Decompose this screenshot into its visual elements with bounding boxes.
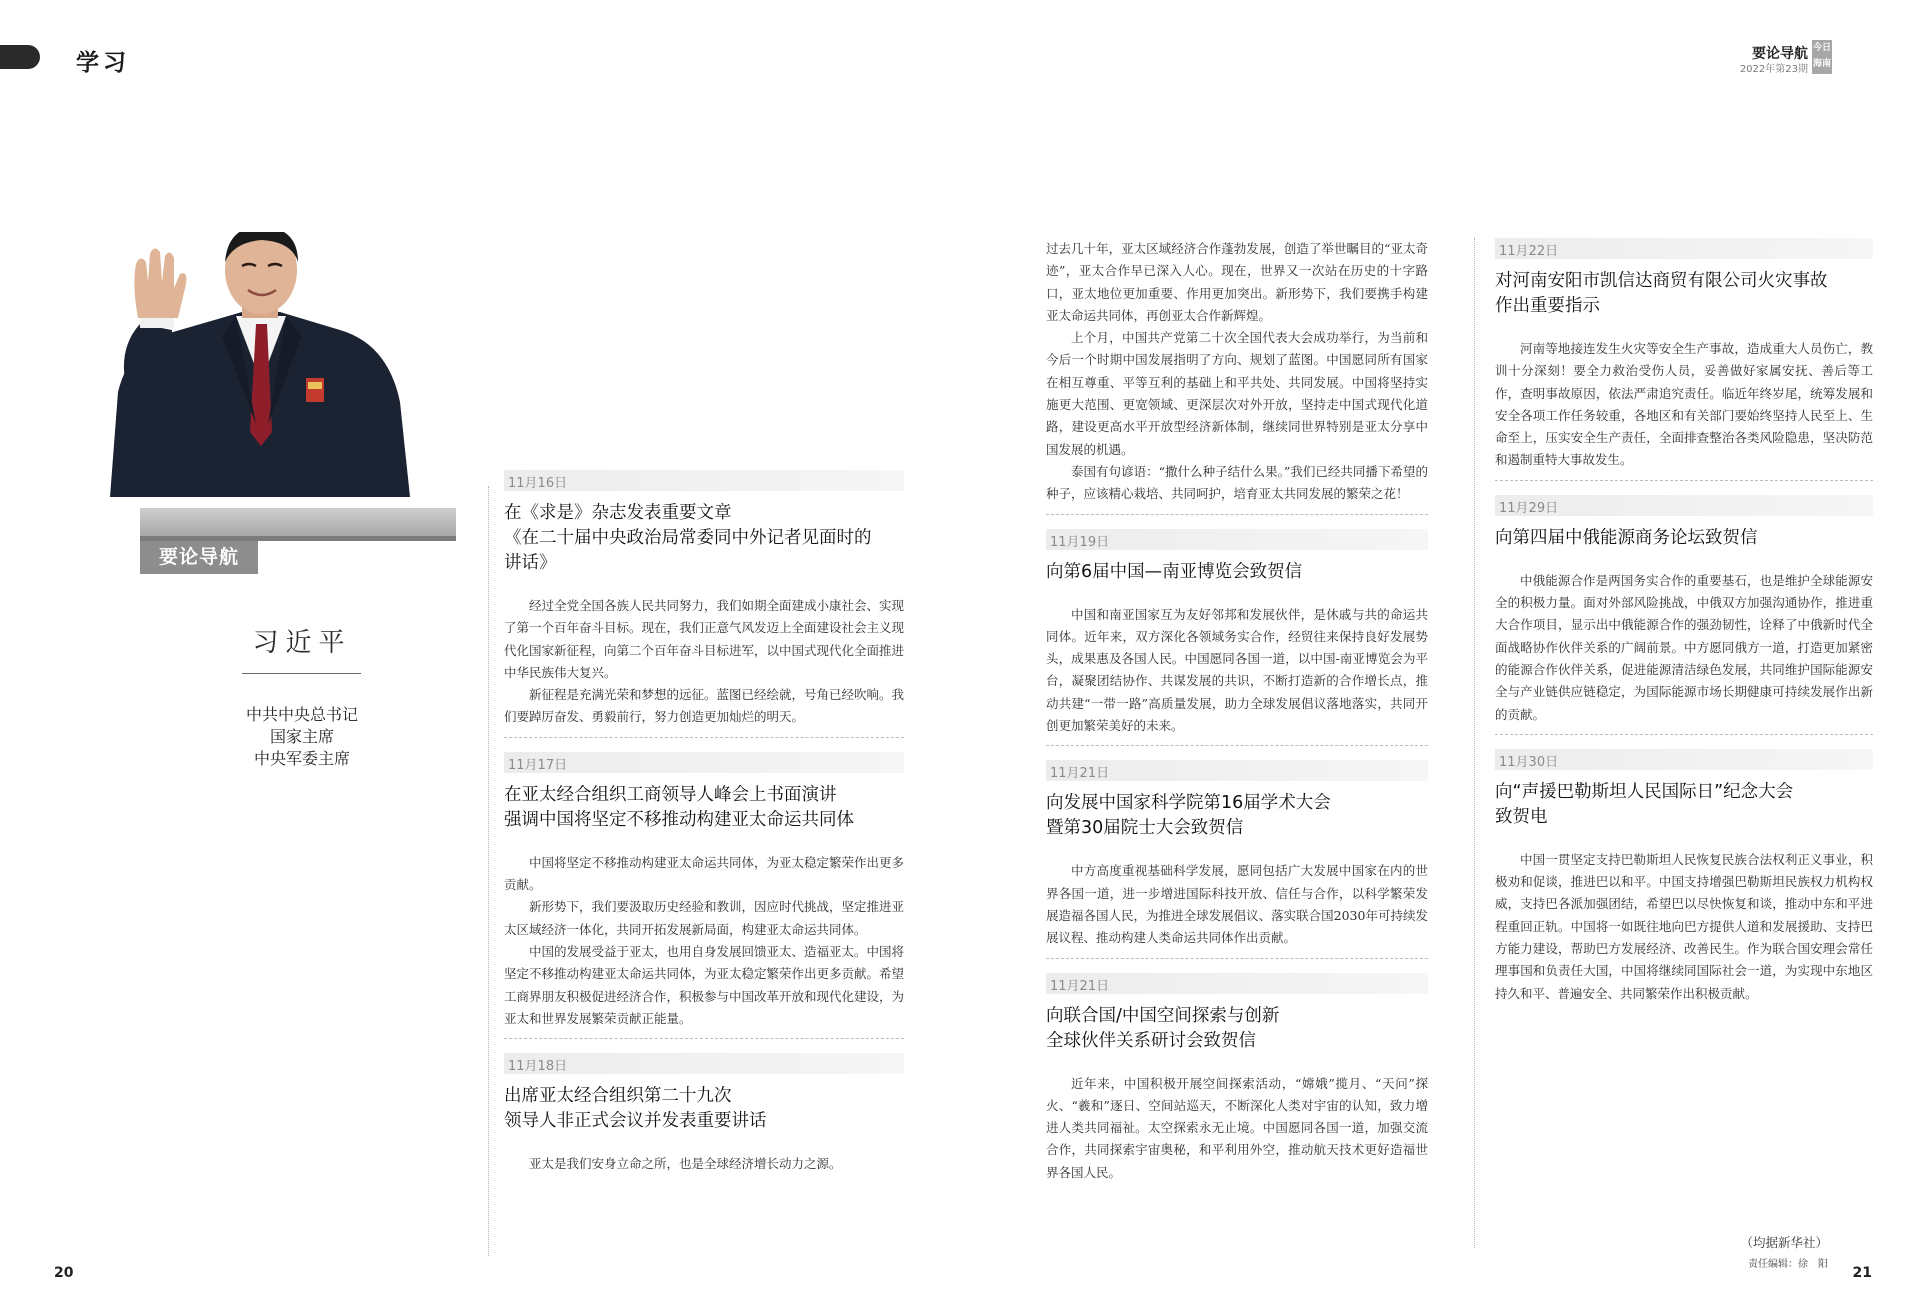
page-number-left: 20 [54,1265,74,1281]
issue-number: 2022年第23期 [1739,64,1808,75]
article-1117 [504,752,904,1039]
article-1118-continued [1046,238,1428,515]
article-date: 11月29日 [1499,500,1559,516]
nav-plaque-bar [140,508,456,536]
article-body [1046,238,1428,506]
section-label: 学习 [76,50,130,76]
article-1122 [1495,238,1873,481]
name-divider [242,673,361,674]
leader-title-3: 中央军委主席 [253,749,350,768]
article-title[interactable] [1046,791,1428,841]
article-date: 11月19日 [1050,534,1110,550]
paragraph: 中方高度重视基础科学发展，愿同包括广大发展中国家在内的世界各国一道，进一步增进国际科技开放、信任与合作，以科学繁荣发展造福各国人民，为推进全球发展倡议、落实联合国2030年可持续发展议程、推动构建人类命运共同体作出贡献。 [1046,863,1428,946]
title-line: 讲话》 [504,553,557,573]
paragraph: 新形势下，我们要汲取历史经验和教训，因应时代挑战，坚定推进亚太区域经济一体化，共同开拓发展新局面，构建亚太命运共同体。 [504,899,905,937]
article-divider [1495,480,1873,481]
date-bar [504,470,904,491]
article-1119 [1046,529,1428,747]
title-line: 作出重要指示 [1495,296,1600,316]
page-number-right: 21 [1852,1265,1872,1281]
article-body [504,1153,904,1175]
title-line: 出席亚太经合组织第二十九次 [504,1086,732,1107]
column-separator [1474,238,1475,1248]
article-1129 [1495,495,1873,735]
section-tab-marker [0,45,40,69]
article-1121-a [1046,760,1428,958]
title-line: 《在二十届中央政治局常委同中外记者见面时的 [504,528,872,548]
article-body [1046,860,1428,949]
paragraph: 中国一贯坚定支持巴勒斯坦人民恢复民族合法权利正义事业，积极劝和促谈，推进巴以和平。中国支持增强巴勒斯坦民族权力机构权威，支持巴各派加强团结，希望巴以尽快恢复和谈，推动中东和平进程重回正轨。中国将一如既往地向巴方提供人道和发展援助、支持巴方能力建设，帮助巴方发展经济、改善民生。作为联合国安理会常任理事国和负责任大国，中国将继续同国际社会一道，为实现中东地区持久和平、普遍安全、共同繁荣作出积极贡献。 [1495,851,1873,1001]
date-bar [1046,529,1428,550]
date-bar [1046,973,1428,994]
paragraph: 中国的发展受益于亚太，也用自身发展回馈亚太、造福亚太。中国将坚定不移推动构建亚太命运共同体，为亚太稳定繁荣作出更多贡献。希望工商界朋友积极促进经济合作，积极参与中国改革开放和现代化建设，为亚太和世界发展繁荣贡献正能量。 [504,943,905,1026]
title-line: 在亚太经合组织工商领导人峰会上书面演讲 [504,784,837,805]
article-title[interactable] [1495,269,1873,319]
nav-plaque-label: 要论导航 [140,541,258,574]
article-body [1495,338,1873,472]
title-line: 暨第30届院士大会致贺信 [1046,818,1244,839]
paragraph: 经过全党全国各族人民共同努力，我们如期全面建成小康社会、实现了第一个百年奋斗目标。现在，我们正意气风发迈上全面建设社会主义现代化国家新征程，向第二个百年奋斗目标进军，以中国式现代化全面推进中华民族伟大复兴。 [504,598,905,680]
paragraph: 河南等地接连发生火灾等安全生产事故，造成重大人员伤亡，教训十分深刻！要全力救治受伤人员，妥善做好家属安抚、善后等工作，查明事故原因，依法严肃追究责任。临近年终岁尾，统筹发展和安全各项工作任务较重，各地区和有关部门要始终坚持人民至上、生命至上，压实安全生产责任，全面排查整治各类风险隐患，坚决防范和遏制重特大事故发生。 [1495,341,1873,468]
paragraph: 中国和南亚国家互为友好邻邦和发展伙伴，是休戚与共的命运共同体。近年来，双方深化各领域务实合作，经贸往来保持良好发展势头，成果惠及各国人民。中国愿同各国一道，以中国-南亚博览会为平台，凝聚团结协作、共谋发展的共识，不断打造新的合作增长点，推动共建“一带一路”高质量发展，助力全球发展倡议落地落实，共同开创更加繁荣美好的未来。 [1046,606,1428,734]
article-title[interactable] [1046,560,1428,585]
article-column-1 [504,470,904,1175]
article-title[interactable] [1495,780,1873,830]
leader-portrait [110,232,420,497]
date-bar [504,1053,904,1074]
paragraph: 新征程是充满光荣和梦想的远征。蓝图已经绘就，号角已经吹响。我们要踔厉奋发、勇毅前行，努力创造更加灿烂的明天。 [504,687,905,725]
article-divider [504,1038,904,1039]
source-credit: （均据新华社） [1740,1235,1828,1250]
article-date: 11月21日 [1050,766,1110,782]
article-date: 11月22日 [1499,244,1559,259]
article-body [1495,570,1873,726]
title-line: 向联合国/中国空间探索与创新 [1046,1005,1280,1026]
article-date: 11月21日 [1050,978,1110,994]
article-divider [1046,514,1428,515]
article-date: 11月18日 [508,1059,568,1075]
article-body [1495,849,1873,1005]
leader-titles [222,704,382,770]
paragraph: 亚太是我们安身立命之所，也是全球经济增长动力之源。 [529,1156,842,1172]
article-body [1046,1073,1428,1184]
date-bar [1046,760,1428,781]
date-bar [1495,749,1873,770]
magazine-badge: 今日 海南 [1812,40,1832,74]
article-title[interactable] [504,501,904,576]
title-line: 强调中国将坚定不移推动构建亚太命运共同体 [504,809,854,830]
leader-title-2: 国家主席 [269,727,334,746]
editor-credit: 责任编辑：徐 阳 [1748,1259,1828,1270]
article-1130 [1495,749,1873,1005]
title-line: 向第6届中国—南亚博览会致贺信 [1046,561,1303,582]
article-body [1046,604,1428,738]
article-1116 [504,470,904,738]
article-date: 11月17日 [508,757,568,773]
article-body [504,595,904,729]
article-date: 11月16日 [508,476,568,491]
article-title[interactable] [1046,1004,1428,1054]
article-divider [1046,958,1428,959]
title-line: 向“声援巴勒斯坦人民国际日”纪念大会 [1495,781,1794,802]
paragraph: 中国将坚定不移推动构建亚太命运共同体，为亚太稳定繁荣作出更多贡献。 [504,854,905,893]
title-line: 向发展中国家科学院第16届学术大会 [1046,793,1331,814]
article-body [504,852,904,1030]
magazine-column-title: 要论导航 [1752,46,1808,62]
article-divider [1495,734,1873,735]
leader-title-1: 中共中央总书记 [245,705,358,724]
date-bar [1495,495,1873,516]
article-title[interactable] [504,783,904,833]
paragraph: 近年来，中国积极开展空间探索活动，“嫦娥”揽月、“天问”探火、“羲和”逐日、空间站巡天，不断深化人类对宇宙的认知，致力增进人类共同福祉。太空探索永无止境。中国愿同各国一道，加强交流合作，共同探索宇宙奥秘，和平利用外空，推动航天技术更好造福世界各国人民。 [1046,1075,1428,1180]
title-line: 全球伙伴关系研讨会致贺信 [1046,1030,1256,1051]
title-line: 对河南安阳市凯信达商贸有限公司火灾事故 [1495,271,1828,291]
title-line: 致贺电 [1495,806,1548,827]
title-line: 领导人非正式会议并发表重要讲话 [504,1111,767,1132]
article-title[interactable] [1495,526,1873,551]
leader-name: 习近平 [252,628,352,658]
article-column-2 [1046,238,1428,1184]
paragraph: 泰国有句谚语：“撒什么种子结什么果。”我们已经共同播下希望的种子，应该精心栽培、共同呵护，培育亚太共同发展的繁荣之花！ [1046,463,1428,502]
title-line: 在《求是》杂志发表重要文章 [504,503,732,523]
article-date: 11月30日 [1499,754,1559,770]
column-separator [488,486,489,1256]
article-column-3 [1495,238,1873,1005]
article-title[interactable] [504,1084,904,1134]
article-1118 [504,1053,904,1175]
article-divider [1046,745,1428,746]
paragraph: 过去几十年，亚太区域经济合作蓬勃发展，创造了举世瞩目的“亚太奇迹”，亚太合作早已深入人心。现在，世界又一次站在历史的十字路口，亚太地位更加重要、作用更加突出。新形势下，我们要携手构建亚太命运共同体，再创亚太合作新辉煌。 [1046,241,1428,323]
date-bar [1495,238,1873,259]
article-divider [504,737,904,738]
date-bar [504,752,904,773]
article-1121-b [1046,973,1428,1184]
title-line: 向第四届中俄能源商务论坛致贺信 [1495,527,1758,548]
paragraph: 上个月，中国共产党第二十次全国代表大会成功举行，为当前和今后一个时期中国发展指明了方向、规划了蓝图。中国愿同所有国家在相互尊重、平等互利的基础上和平共处、共同发展。中国将坚持实施更大范围、更宽领域、更深层次对外开放，坚持走中国式现代化道路，建设更高水平开放型经济新体制，继续同世界特别是亚太分享中国发展的机遇。 [1046,330,1428,457]
paragraph: 中俄能源合作是两国务实合作的重要基石，也是维护全球能源安全的积极力量。面对外部风险挑战，中俄双方加强沟通协作，推进重大合作项目，显示出中俄能源合作的强劲韧性，诠释了中俄新时代全面战略协作伙伴关系的广阔前景。中方愿同俄方一道，打造更加紧密的能源合作伙伴关系，促进能源清洁绿色发展，共同维护国际能源安全与产业链供应链稳定，为国际能源市场长期健康可持续发展作出新的贡献。 [1495,572,1873,722]
